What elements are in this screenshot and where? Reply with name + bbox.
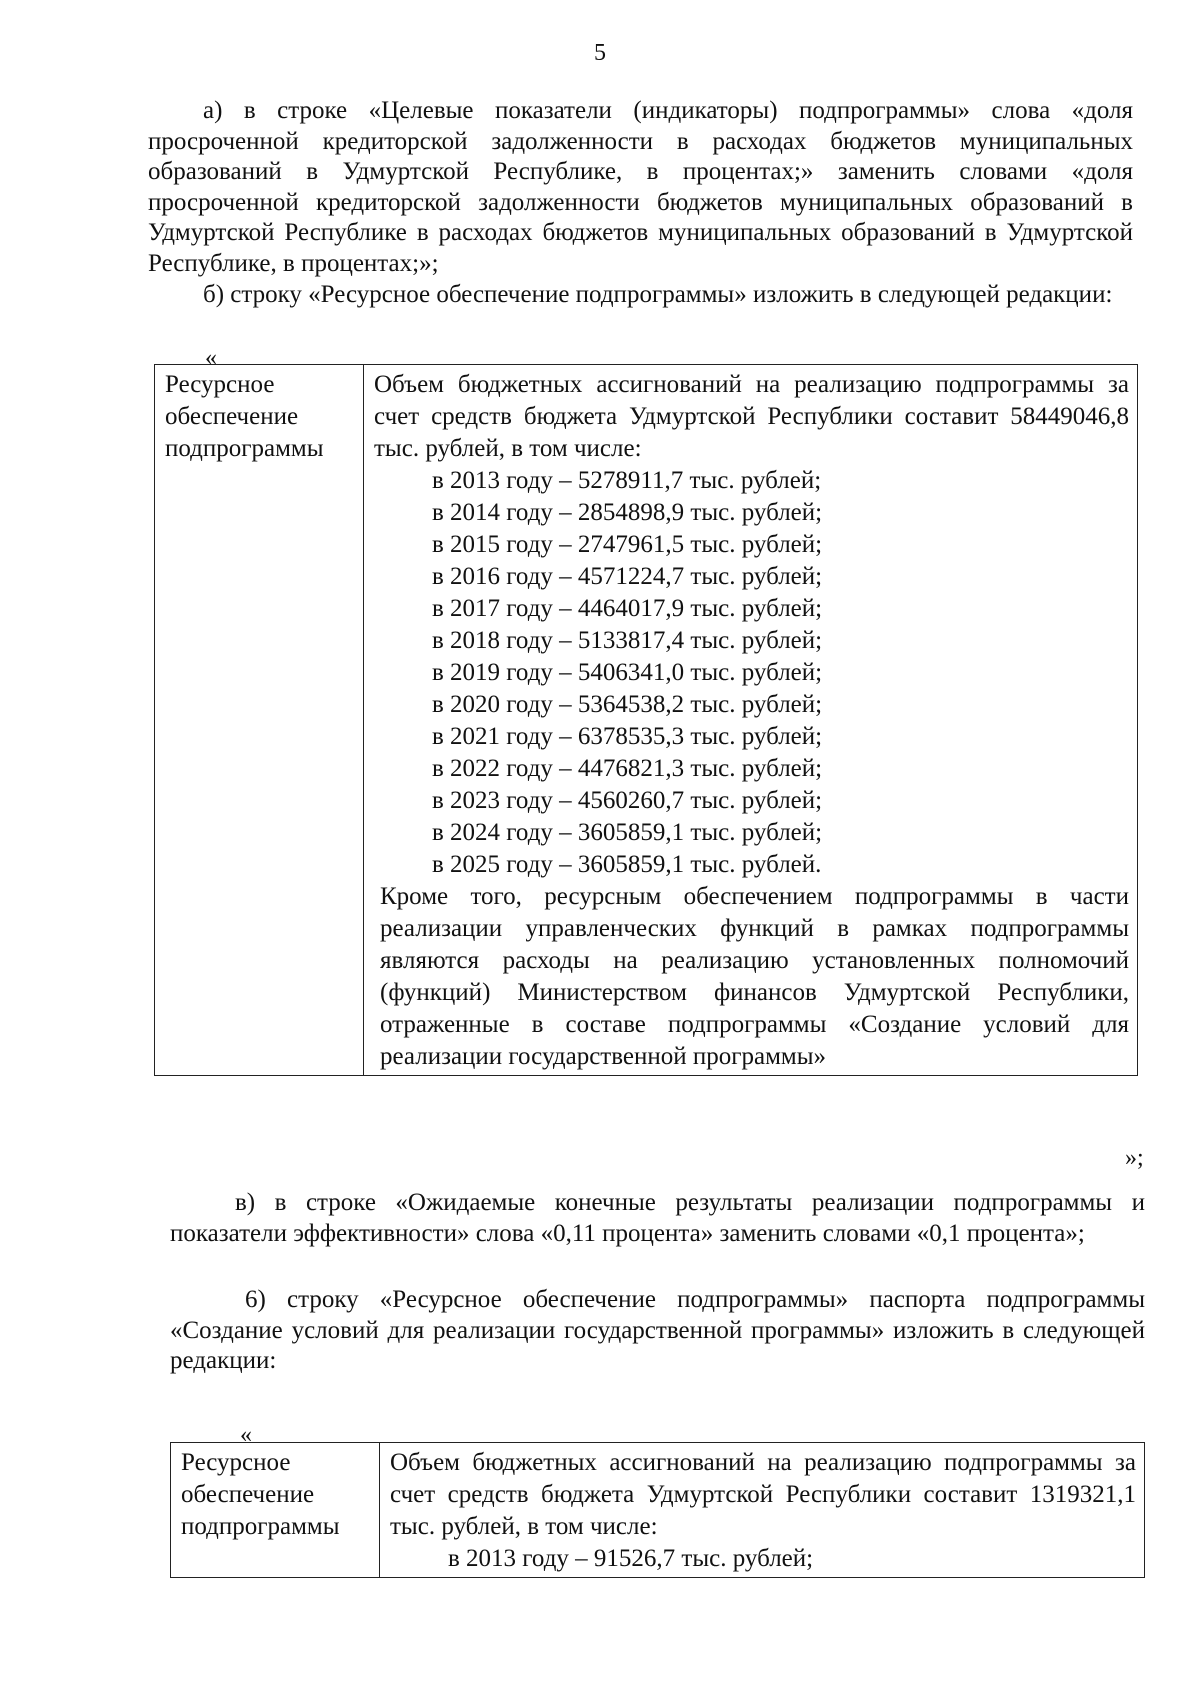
year-line: в 2013 году – 5278911,7 тыс. рублей; — [432, 467, 822, 494]
opening-quote-2: « — [240, 1422, 252, 1448]
year-line: в 2014 году – 2854898,9 тыс. рублей; — [432, 499, 823, 526]
year-line: в 2018 году – 5133817,4 тыс. рублей; — [432, 627, 823, 654]
table2-content-cell — [380, 1443, 1145, 1578]
table2-label-line: подпрограммы — [181, 1513, 340, 1540]
table2-intro: Объем бюджетных ассигнований на реализацию подпрограммы за счет средств бюджета Удмуртской Республики составит 1319321,1 тыс. рублей, в том числе: — [390, 1449, 1136, 1540]
year-line: в 2023 году – 4560260,7 тыс. рублей; — [432, 787, 823, 814]
year-line: в 2013 году – 91526,7 тыс. рублей; — [448, 1545, 814, 1572]
table2-label-line: Ресурсное — [181, 1449, 291, 1476]
table1-content-cell — [364, 365, 1138, 1076]
table1-label-cell — [155, 365, 364, 1076]
year-line: в 2025 году – 3605859,1 тыс. рублей. — [432, 851, 822, 878]
year-line: в 2015 году – 2747961,5 тыс. рублей; — [432, 531, 823, 558]
page-number: 5 — [594, 40, 606, 66]
year-line: в 2020 году – 5364538,2 тыс. рублей; — [432, 691, 823, 718]
table1-intro: Объем бюджетных ассигнований на реализацию подпрограммы за счет средств бюджета Удмуртской Республики составит 58449046,8 тыс. рублей, в том числе: — [374, 371, 1129, 462]
closing-quote: »; — [1125, 1145, 1144, 1171]
table2-label-line: обеспечение — [181, 1481, 315, 1508]
year-line: в 2016 году – 4571224,7 тыс. рублей; — [432, 563, 823, 590]
table1-label-line: подпрограммы — [165, 435, 324, 462]
year-line: в 2017 году – 4464017,9 тыс. рублей; — [432, 595, 823, 622]
table1-extra: Кроме того, ресурсным обеспечением подпрограммы в части реализации управленческих функций в рамках подпрограммы являются расходы на реализацию установленных полномочий (функций) Министерством финансов Удмуртской Республики, отраженные в составе подпрограммы «Создание условий для реализации государственной программы» — [380, 883, 1129, 1070]
table1-label-line: обеспечение — [165, 403, 299, 430]
year-line: в 2021 году – 6378535,3 тыс. рублей; — [432, 723, 823, 750]
opening-quote: « — [205, 345, 217, 371]
table1-label-line: Ресурсное — [165, 371, 275, 398]
table2-label-cell — [171, 1443, 380, 1578]
year-line: в 2024 году – 3605859,1 тыс. рублей; — [432, 819, 823, 846]
resource-table-1 — [154, 364, 1138, 1076]
paragraph-a: а) в строке «Целевые показатели (индикаторы) подпрограммы» слова «доля просроченной кредиторской задолженности в расходах бюджетов муниципальных образований в Удмуртской Республике, в процентах;» заменить словами «доля просроченной кредиторской задолженности бюджетов муниципальных образований в Удмуртской Республике в расходах бюджетов муниципальных образований в Удмуртской Республике, в процентах;»; — [148, 97, 1133, 277]
resource-table-2 — [170, 1442, 1145, 1578]
paragraph-v: в) в строке «Ожидаемые конечные результаты реализации подпрограммы и показатели эффективности» слова «0,11 процента» заменить словами «0,1 процента»; — [170, 1189, 1145, 1247]
year-line: в 2022 году – 4476821,3 тыс. рублей; — [432, 755, 823, 782]
paragraph-6: 6) строку «Ресурсное обеспечение подпрограммы» паспорта подпрограммы «Создание условий для реализации государственной программы» изложить в следующей редакции: — [170, 1286, 1145, 1374]
year-line: в 2019 году – 5406341,0 тыс. рублей; — [432, 659, 823, 686]
paragraph-b: б) строку «Ресурсное обеспечение подпрограммы» изложить в следующей редакции: — [203, 281, 1113, 308]
